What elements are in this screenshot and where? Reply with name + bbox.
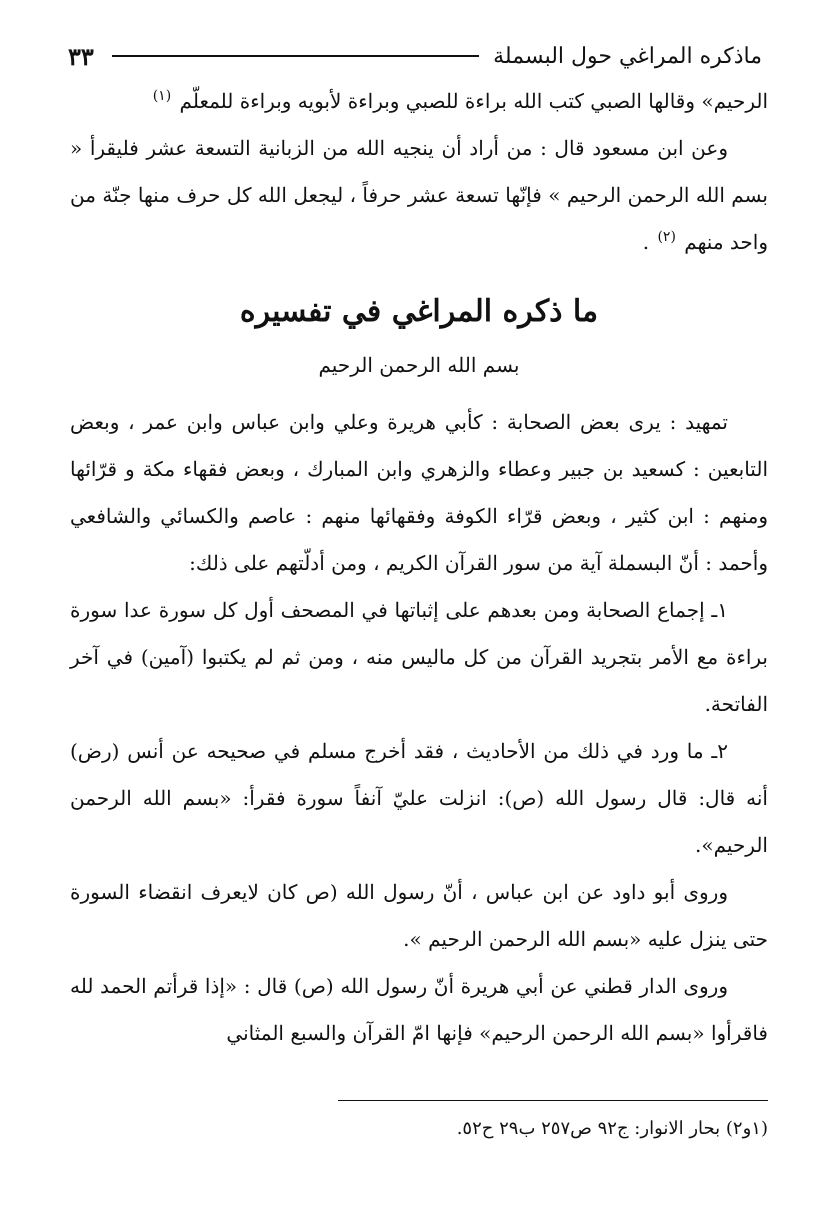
section-heading: ما ذكره المراغي في تفسيره: [239, 294, 599, 329]
body-text: [70, 78, 768, 1057]
header-rule: [112, 55, 479, 57]
footnote-marker-1: (١): [152, 88, 172, 105]
intro-text: الرحيم» وقالها الصبي كتب الله براءة للصبي وبراءة لأبويه وبراءة للمعلّم: [179, 89, 768, 113]
running-header: [68, 38, 762, 74]
paragraph-evidence-1: ١ـ إجماع الصحابة ومن بعدهم على إثباتها في المصحف أول كل سورة عدا سورة براءة مع الأمر بتجريد القرآن من كل ماليس منه ، ومن ثم لم يكتبوا (آمين) في آخر الفاتحة.: [70, 598, 768, 716]
intro-line: [70, 78, 768, 125]
footnote: (١و٢) بحار الانوار: ج٩٢ ص٢٥٧ ب٢٩ ح٥٢.: [456, 1118, 768, 1139]
paragraph-evidence-2: ٢ـ ما ورد في ذلك من الأحاديث ، فقد أخرج مسلم في صحيحه عن أنس (رض) أنه قال: قال رسول الله (ص): انزلت عليّ آنفاً سورة فقرأ: «بسم الله الرحمن الرحيم».: [70, 739, 768, 857]
footnote-rule: [338, 1100, 768, 1101]
page-number: ٣٣: [68, 41, 94, 71]
paragraph-abu-dawud: وروى أبو داود عن ابن عباس ، أنّ رسول الله (ص كان لايعرف انقضاء السورة حتى ينزل عليه «بسم الله الرحمن الرحيم ».: [70, 880, 768, 951]
paragraph-daraqutni: وروى الدار قطني عن أبي هريرة أنّ رسول الله (ص) قال : «إذا قرأتم الحمد لله فاقرأوا «بسم الله الرحمن الرحيم» فإنها امّ القرآن والسبع المثاني: [70, 974, 768, 1045]
intro-paragraph-end: .: [642, 230, 650, 254]
paragraph-preface: تمهيد : يرى بعض الصحابة : كأبي هريرة وعلي وابن عباس وابن عمر ، وبعض التابعين : كسعيد بن جبير وعطاء والزهري وابن المبارك ، وبعض فقهاء مكة و قرّائها ومنهم : ابن كثير ، وبعض قرّاء الكوفة وفقهائها منهم : عاصم والكسائي والشافعي وأحمد : أنّ البسملة آية من سور القرآن الكريم ، ومن أدلّتهم على ذلك:: [70, 410, 768, 575]
basmala-line: بسم الله الرحمن الرحيم: [318, 353, 520, 377]
footnote-marker-2: (٢): [657, 229, 676, 246]
intro-paragraph-text: وعن ابن مسعود قال : من أراد أن ينجيه الله من الزبانية التسعة عشر فليقرأ « بسم الله الرحمن الرحيم » فإنّها تسعة عشر حرفاً ، ليجعل الله كل حرف منها جنّة من واحد منهم: [70, 136, 768, 254]
intro-paragraph: [70, 125, 768, 266]
running-header-title: ماذكره المراغي حول البسملة: [493, 43, 762, 69]
